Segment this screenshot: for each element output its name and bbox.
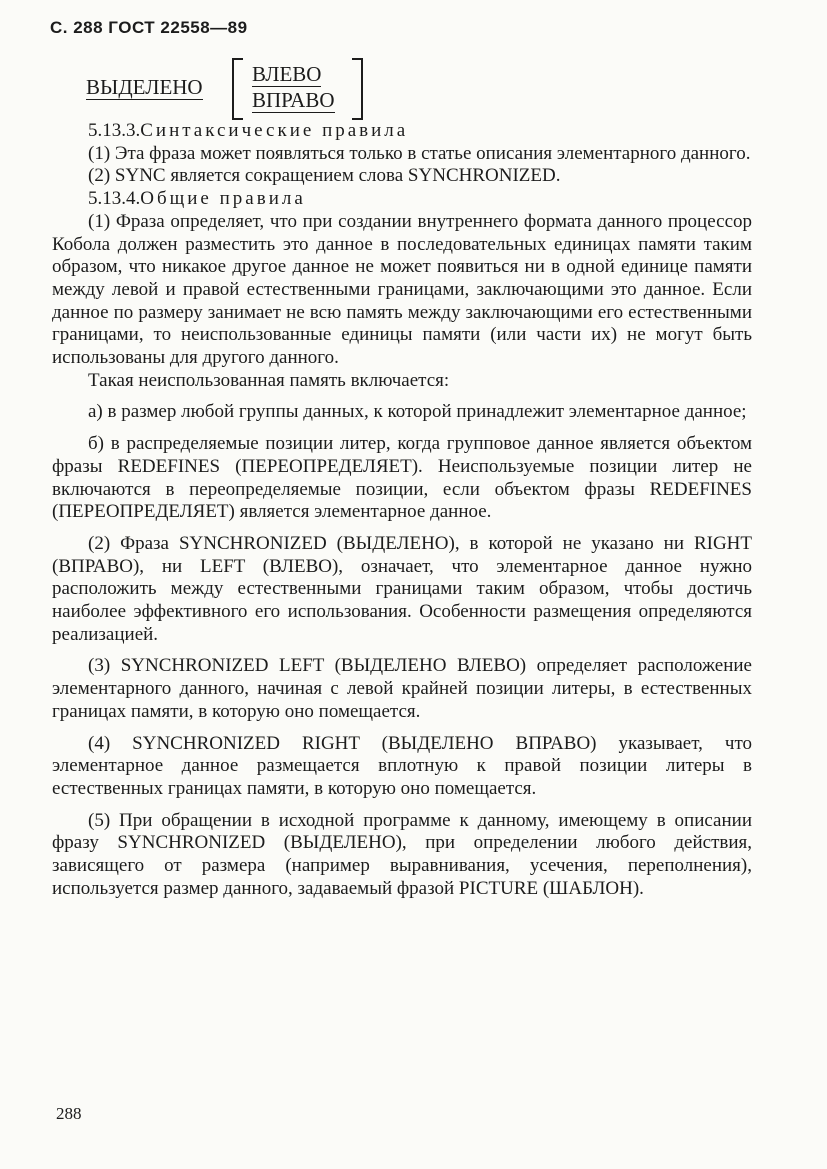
paragraph: (5) При обращении в исходной программе к данному, имеющему в описании фразу SYNCHRONIZED (ВЫДЕЛЕНО), при определении любого действия, зависящего от размера (например выравнивания, усечения, переполнения), используется размер данного, задаваемый фразой PICTURE (ШАБЛОН). [52,809,752,899]
page-header: С. 288 ГОСТ 22558—89 [50,18,248,37]
right-bracket [352,58,363,120]
section-number: 5.13.4. [88,188,141,210]
paragraph: (2) Фраза SYNCHRONIZED (ВЫДЕЛЕНО), в которой не указано ни RIGHT (ВПРАВО), ни LEFT (ВЛЕВО), означает, что элементарное данное нужно расположить между естественными границами таким образом, чтобы достичь наиболее эффективного его использования. Особенности размещения определяются реализацией. [52,532,752,645]
syntax-keyword: ВЫДЕЛЕНО [86,75,203,99]
section-heading-general-rules [52,188,752,211]
syntax-option-left: ВЛЕВО [252,62,322,86]
left-bracket [232,58,243,120]
list-item: а) в размер любой группы данных, к которой принадлежит элементарное данное; [88,401,747,423]
section-title: Синтаксические правила [140,120,409,141]
paragraph: (3) SYNCHRONIZED LEFT (ВЫДЕЛЕНО ВЛЕВО) определяет расположение элементарного данного, начиная с левой крайней позиции литеры, в естественных границах памяти, в которую оно помещается. [52,655,752,722]
page-number: 288 [56,1104,82,1123]
list-item: б) в распределяемые позиции литер, когда групповое данное является объектом фразы REDEFINES (ПЕРЕОПРЕДЕЛЯЕТ). Неиспользуемые позиции литер не включаются в переопределяемые позиции, если объектом фразы REDEFINES (ПЕРЕОПРЕДЕЛЯЕТ) является элементарное данное. [52,433,752,523]
section-title: Общие правила [140,188,306,210]
paragraph: (1) Эта фраза может появляться только в статье описания элементарного данного. [88,142,751,164]
syntax-option-right: ВПРАВО [252,88,335,112]
paragraph: (1) Фраза определяет, что при создании внутреннего формата данного процессор Кобола должен разместить это данное в последовательных единицах памяти таким образом, что никакое другое данное не может появиться ни в одной единице памяти между левой и правой естественными границами, заключающими это данное. Если данное по размеру занимает не всю память между заключающими его естественными границами, то неиспользованные единицы памяти (или части их) не могут быть использованы для другого данного. [52,210,752,369]
paragraph: (4) SYNCHRONIZED RIGHT (ВЫДЕЛЕНО ВПРАВО) указывает, что элементарное данное размещается вплотную к правой позиции литеры в естественных границах памяти, в которую оно помещается. [52,732,752,799]
syntax-diagram [86,58,386,118]
paragraph: (2) SYNC является сокращением слова SYNCHRONIZED. [88,165,561,187]
body-text [52,120,752,901]
section-number: 5.13.3. [88,120,141,141]
paragraph: Такая неиспользованная память включается: [88,369,450,391]
section-heading-syntax-rules [52,120,752,143]
